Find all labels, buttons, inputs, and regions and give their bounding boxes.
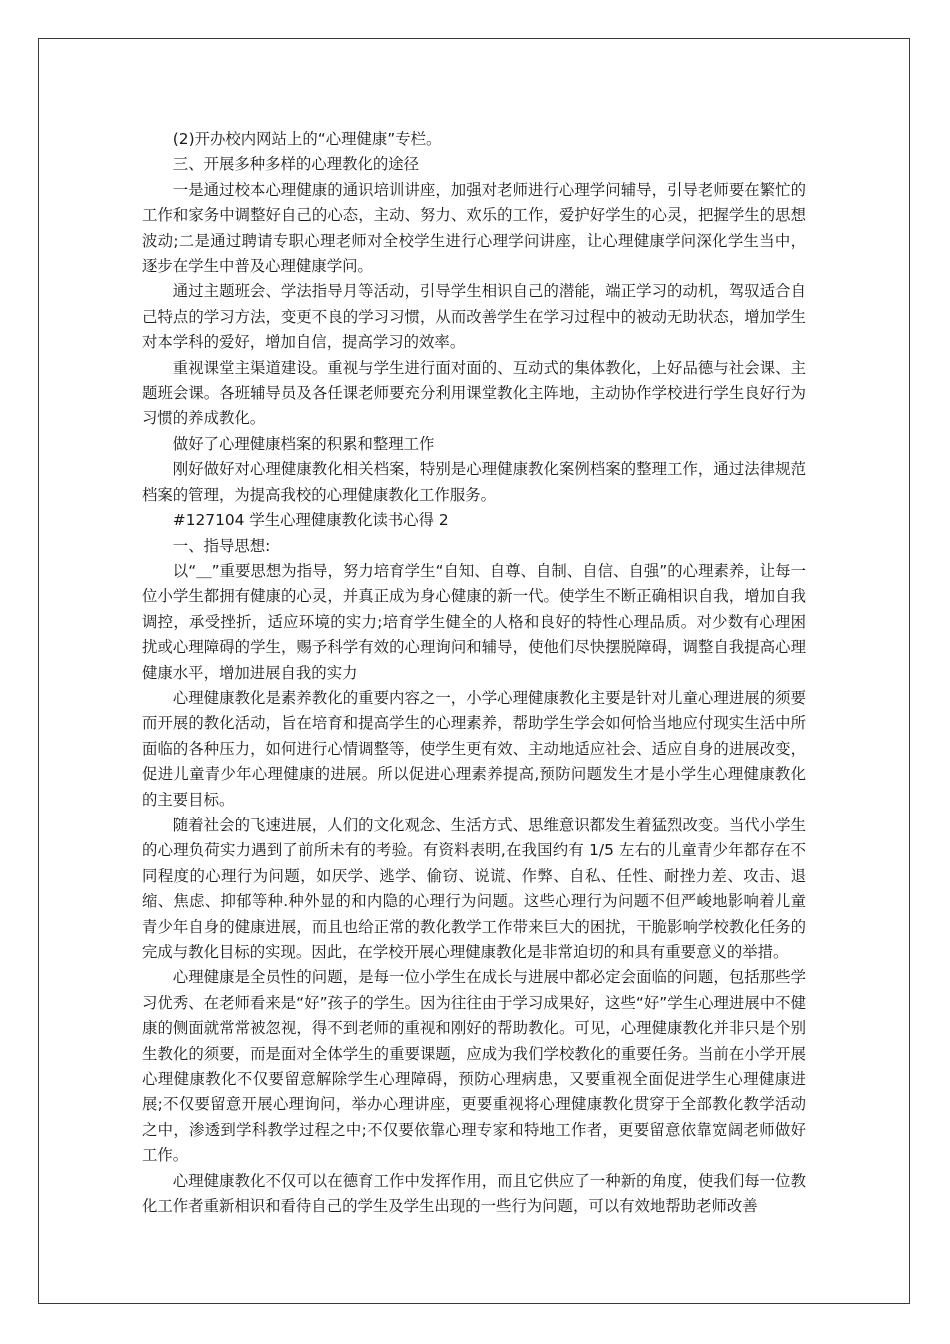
paragraph: (2)开办校内网站上的“心理健康”专栏。 (172, 130, 442, 148)
section-heading: 一、指导思想: (172, 536, 271, 555)
paragraph: 重视课堂主渠道建设。重视与学生进行面对面的、互动式的集体教化，上好品德与社会课、主题班会课。各班辅导员及各任课老师要充分利用课堂教化主阵地，主动协作学校进行学生良好行为习惯的养成教化。 (142, 358, 806, 428)
document-body (142, 127, 806, 1219)
paragraph: 心理健康教化不仅可以在德育工作中发挥作用，而且它供应了一种新的角度，使我们每一位教化工作者重新相识和看待自己的学生及学生出现的一些行为问题，可以有效地帮助老师改善 (142, 1171, 806, 1216)
paragraph: 随着社会的飞速进展，人们的文化观念、生活方式、思维意识都发生着猛烈改变。当代小学生的心理负荷实力遇到了前所未有的考验。有资料表明,在我国约有 1/5 左右的儿童青少年都存在不同程度的心理行为问题，如厌学、逃学、偷窃、说谎、作弊、自私、任性、耐挫力差、攻击、退缩、焦虑、抑郁等种.种外显的和内隐的心理行为问题。这些心理行为问题不但严峻地影响着儿童青少年自身的健康进展，而且也给正常的教化教学工作带来巨大的困扰，干脆影响学校教化任务的完成与教化目标的实现。因此，在学校开展心理健康教化是非常迫切的和具有重要意义的举措。 (142, 815, 806, 961)
paragraph: 心理健康教化是素养教化的重要内容之一，小学心理健康教化主要是针对儿童心理进展的须要而开展的教化活动，旨在培育和提高学生的心理素养，帮助学生学会如何恰当地应付现实生活中所面临的各种压力，如何进行心情调整等，使学生更有效、主动地适应社会、适应自身的进展改变，促进儿童青少年心理健康的进展。所以促进心理素养提高,预防问题发生才是小学生心理健康教化的主要目标。 (142, 688, 806, 809)
paragraph: 一是通过校本心理健康的通识培训讲座，加强对老师进行心理学问辅导，引导老师要在繁忙的工作和家务中调整好自己的心态，主动、努力、欢乐的工作，爱护好学生的心灵，把握学生的思想波动;二是通过聘请专职心理老师对全校学生进行心理学问讲座，让心理健康学问深化学生当中，逐步在学生中普及心理健康学问。 (142, 180, 806, 276)
paragraph: 刚好做好对心理健康教化相关档案，特别是心理健康教化案例档案的整理工作，通过法律规范档案的管理，为提高我校的心理健康教化工作服务。 (142, 460, 806, 504)
paragraph: 通过主题班会、学法指导月等活动，引导学生相识自己的潜能，端正学习的动机，驾驭适合自己特点的学习方法，变更不良的学习习惯，从而改善学生在学习过程中的被动无助状态，增加学生对本学科的爱好，增加自信，提高学习的效率。 (142, 282, 806, 352)
section-heading: 三、开展多种多样的心理教化的途径 (172, 155, 420, 174)
paragraph: 以“＿”重要思想为指导，努力培育学生“自知、自尊、自制、自信、自强”的心理素养，让每一位小学生都拥有健康的心灵，并真正成为身心健康的新一代。使学生不断正确相识自我，增加自我调控，承受挫折，适应环境的实力;培育学生健全的人格和良好的特性心理品质。对少数有心理困扰或心理障碍的学生，赐予科学有效的心理询问和辅导，使他们尽快摆脱障碍，调整自我提高心理健康水平，增加进展自我的实力 (142, 561, 806, 682)
section-heading: 做好了心理健康档案的积累和整理工作 (172, 434, 435, 453)
article-title: #127104 学生心理健康教化读书心得 2 (172, 511, 449, 530)
paragraph: 心理健康是全员性的问题，是每一位小学生在成长与进展中都必定会面临的问题，包括那些学习优秀、在老师看来是“好”孩子的学生。因为往往由于学习成果好，这些“好”学生心理进展中不健康的侧面就常常被忽视，得不到老师的重视和刚好的帮助教化。可见，心理健康教化并非只是个别生教化的须要，而是面对全体学生的重要课题，应成为我们学校教化的重要任务。当前在小学开展心理健康教化不仅要留意解除学生心理障碍，预防心理病患，又要重视全面促进学生心理健康进展;不仅要留意开展心理询问，举办心理讲座，更要重视将心理健康教化贯穿于全部教化教学活动之中，渗透到学科教学过程之中;不仅要依靠心理专家和特地工作者，更要留意依靠宽阔老师做好工作。 (142, 968, 806, 1165)
